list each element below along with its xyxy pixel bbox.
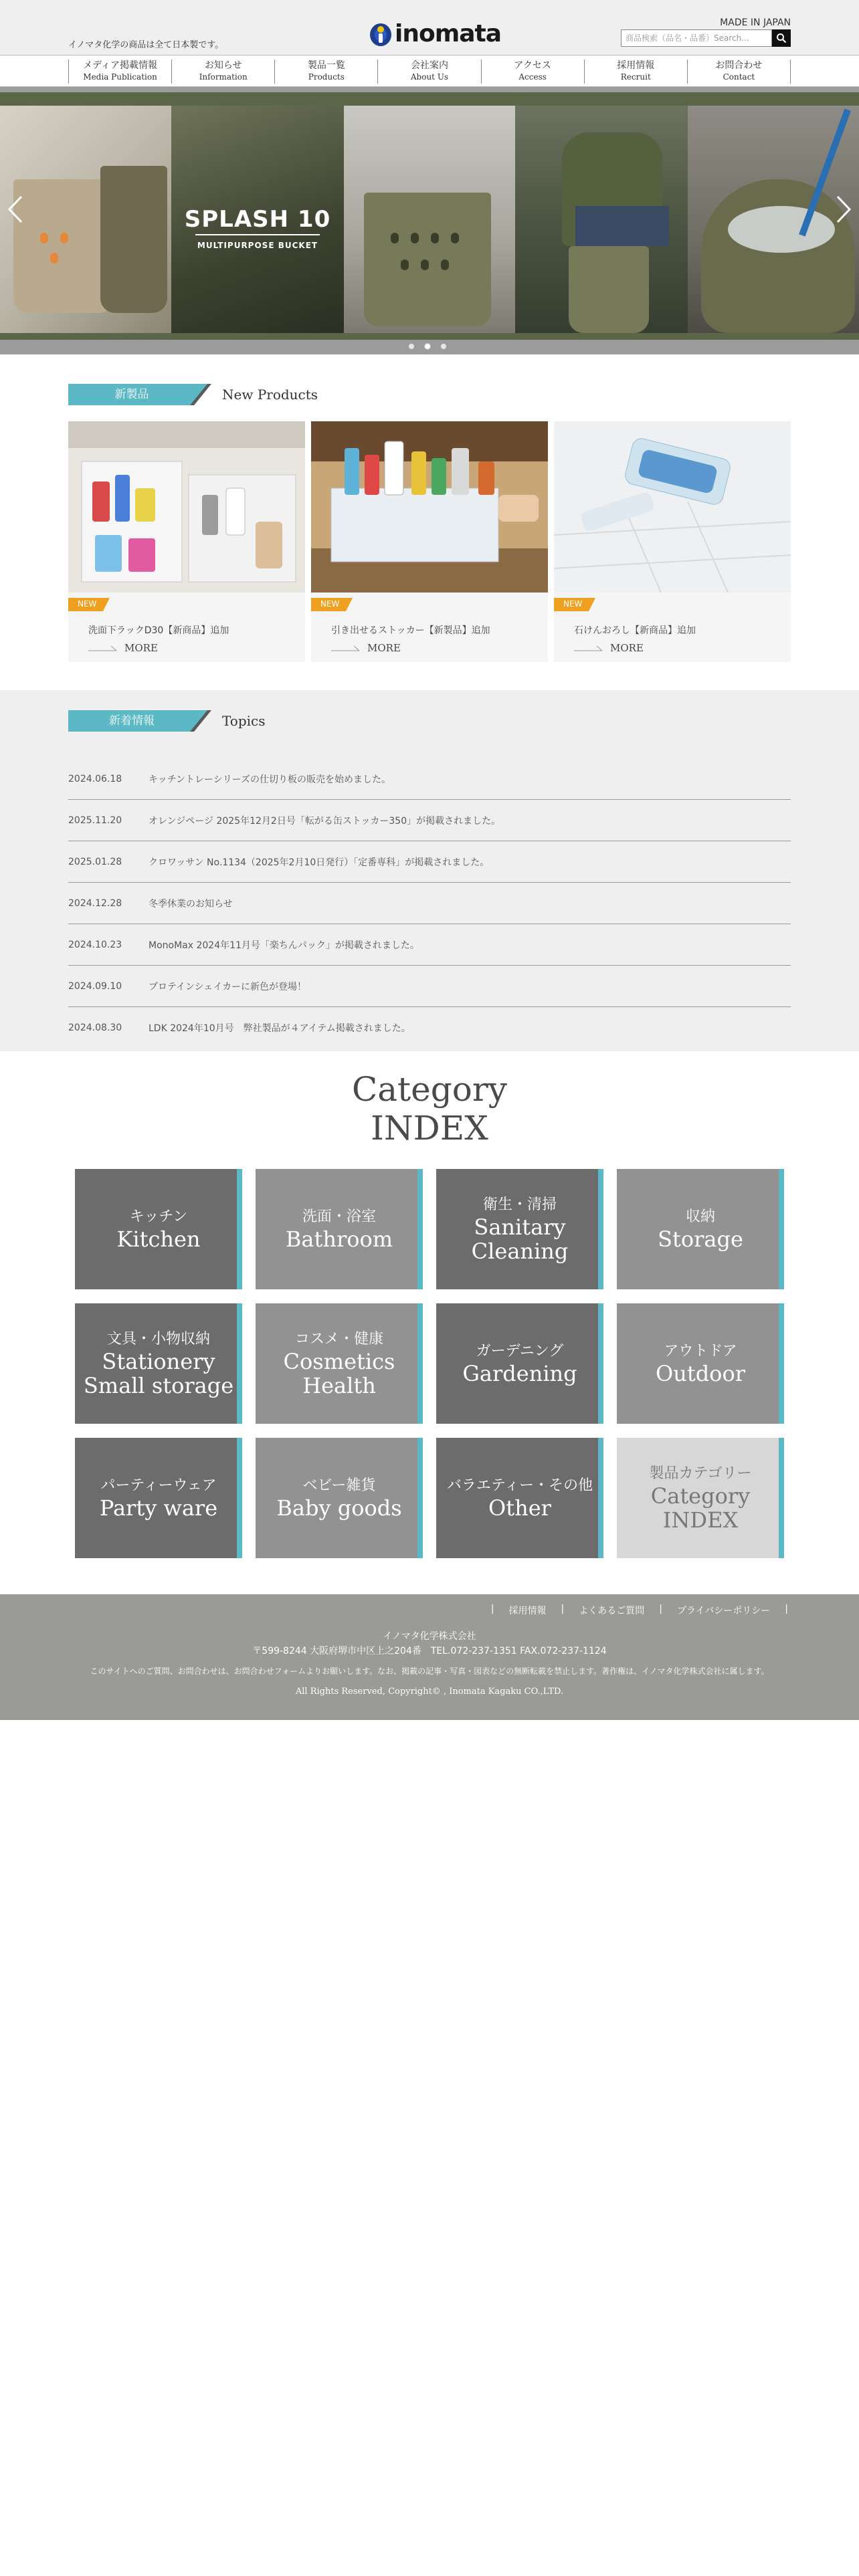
category-other[interactable] xyxy=(436,1438,603,1558)
footer-link-privacy[interactable]: プライバシーポリシー xyxy=(676,1606,771,1616)
site-footer xyxy=(0,1594,859,1720)
site-header xyxy=(0,0,859,55)
section-tag xyxy=(68,710,213,732)
category-label-jp: ガーデニング xyxy=(476,1343,564,1360)
topic-row[interactable] xyxy=(68,966,791,1007)
nav-item-about[interactable] xyxy=(378,60,481,84)
search-button[interactable] xyxy=(772,29,791,47)
category-label-jp: 文具・小物収納 xyxy=(106,1331,210,1348)
footer-copyright: All Rights Reserved, Copyright© , Inomata Kagaku CO.,LTD. xyxy=(295,1687,564,1697)
topic-text: プロテインシェイカーに新色が登場！ xyxy=(149,981,306,992)
logo-text: inomata xyxy=(395,19,502,47)
nav-label-jp: アクセス xyxy=(514,60,551,71)
footer-note: このサイトへのご質問、お問合わせは、お問合わせフォームよりお願いします。なお、掲載の記事・写真・図表などの無断転載を禁止します。著作権は、イノマタ化学株式会社に属します。 xyxy=(90,1667,769,1676)
category-label-jp: 収納 xyxy=(685,1208,715,1225)
category-label-jp: バラエティー・その他 xyxy=(446,1477,593,1494)
product-title: 洗面下ラックD30【新商品】追加 xyxy=(88,625,229,636)
product-card[interactable] xyxy=(311,421,548,662)
footer-company-name: イノマタ化学株式会社 xyxy=(383,1631,476,1642)
footer-link-faq[interactable]: よくあるご質問 xyxy=(579,1606,645,1616)
hero-dot-1[interactable] xyxy=(409,344,414,349)
footer-address: 〒599-8244 大阪府堺市中区上之204番 TEL.072-237-1351 FAX.072-237-1124 xyxy=(252,1646,607,1656)
category-label-en: Other xyxy=(488,1495,551,1521)
product-image-stocker xyxy=(311,421,548,593)
section-title-en: Topics xyxy=(222,713,266,729)
hero-prev-arrow[interactable] xyxy=(7,194,24,225)
nav-item-recruit[interactable] xyxy=(585,60,688,84)
topic-row[interactable] xyxy=(68,800,791,841)
topics-heading xyxy=(68,710,266,732)
category-sanitary[interactable] xyxy=(436,1169,603,1289)
search-input[interactable] xyxy=(621,29,772,47)
topic-date: 2024.08.30 xyxy=(68,1023,122,1033)
hero-slider xyxy=(0,87,859,354)
category-label-en: Sanitary xyxy=(474,1214,566,1240)
footer-links: | 採用情報 | よくあるご質問 | プライバシーポリシー | xyxy=(490,1604,788,1616)
category-label-en: Baby goods xyxy=(276,1495,402,1521)
site-logo[interactable] xyxy=(369,19,501,48)
category-kitchen[interactable] xyxy=(75,1169,242,1289)
nav-label-jp: 採用情報 xyxy=(617,60,655,71)
made-in-japan-label: MADE IN JAPAN xyxy=(720,17,791,28)
topic-list xyxy=(68,758,791,1049)
new-products-list xyxy=(68,421,791,662)
nav-label-en: Information xyxy=(199,72,248,82)
more-link[interactable] xyxy=(574,642,644,654)
category-label-en: Party ware xyxy=(99,1495,218,1521)
topic-row[interactable] xyxy=(68,924,791,966)
nav-label-en: Contact xyxy=(723,72,755,82)
hero-photo-outdoor-buckets xyxy=(0,106,171,333)
topic-text: オレンジページ 2025年12月2日号「転がる缶ストッカー350」が掲載されました。 xyxy=(149,815,501,827)
topic-date: 2024.10.23 xyxy=(68,939,122,950)
logo-mark-icon xyxy=(369,20,392,47)
category-baby-goods[interactable] xyxy=(256,1438,423,1558)
category-label-en: Stationery xyxy=(102,1349,215,1374)
product-title: 石けんおろし【新商品】追加 xyxy=(574,625,696,636)
more-label: MORE xyxy=(610,642,644,654)
chevron-left-icon xyxy=(7,194,24,225)
topics-section xyxy=(0,690,859,1051)
nav-label-en: Media Publication xyxy=(83,72,157,82)
nav-item-contact[interactable] xyxy=(688,60,791,84)
hero-photo-bucket-carry xyxy=(344,106,515,333)
section-tag-label: 新製品 xyxy=(114,388,149,401)
nav-item-products[interactable] xyxy=(275,60,378,84)
hero-photo-washing-bucket xyxy=(688,106,859,333)
topic-date: 2025.01.28 xyxy=(68,856,122,867)
category-storage[interactable] xyxy=(617,1169,784,1289)
topic-text: LDK 2024年10月号 弊社製品が４アイテム掲載されました。 xyxy=(149,1023,411,1034)
more-label: MORE xyxy=(367,642,401,654)
main-nav xyxy=(0,55,859,87)
category-cosmetics[interactable] xyxy=(256,1303,423,1424)
category-stationery[interactable] xyxy=(75,1303,242,1424)
topic-text: クロワッサン No.1134（2025年2月10日発行）「定番専科」が掲載されました。 xyxy=(149,857,490,868)
topic-text: 冬季休業のお知らせ xyxy=(149,898,233,909)
new-badge-label: NEW xyxy=(563,599,583,609)
hero-title-underline xyxy=(195,234,320,235)
topic-row[interactable] xyxy=(68,883,791,924)
category-label-en-2: INDEX xyxy=(662,1507,739,1533)
product-image-rack xyxy=(68,421,305,593)
nav-label-jp: お問合わせ xyxy=(715,60,763,71)
section-tag-label: 新着情報 xyxy=(109,714,155,728)
nav-item-access[interactable] xyxy=(482,60,585,84)
nav-label-en: Recruit xyxy=(620,72,651,82)
product-card[interactable] xyxy=(68,421,305,662)
category-label-jp: コスメ・健康 xyxy=(294,1331,383,1348)
category-label-en-2: Health xyxy=(302,1373,376,1398)
topic-text: キッチントレーシリーズの仕切り板の販売を始めました。 xyxy=(149,774,391,785)
header-tagline: イノマタ化学の商品は全て日本製です。 xyxy=(68,40,224,50)
more-link[interactable] xyxy=(88,642,158,654)
nav-label-jp: 会社案内 xyxy=(410,60,448,71)
category-title-line1: Category xyxy=(351,1070,507,1109)
hero-subtitle: MULTIPURPOSE BUCKET xyxy=(197,241,318,250)
topic-date: 2024.12.28 xyxy=(68,897,122,909)
topic-date: 2025.11.20 xyxy=(68,815,122,826)
category-grid xyxy=(75,1169,784,1558)
category-label-jp: 洗面・浴室 xyxy=(302,1208,376,1225)
more-label: MORE xyxy=(124,642,158,654)
category-label-jp: 衛生・清掃 xyxy=(482,1196,557,1213)
category-bathroom[interactable] xyxy=(256,1169,423,1289)
hero-photo-sitting-bucket xyxy=(515,106,688,333)
hero-title: SPLASH 10 xyxy=(184,206,331,233)
category-label-en: Outdoor xyxy=(655,1361,745,1386)
category-label-jp: ベビー雑貨 xyxy=(302,1477,376,1494)
category-label-jp: 製品カテゴリー xyxy=(649,1465,752,1482)
hero-dot-3[interactable] xyxy=(441,344,446,349)
nav-label-jp: メディア掲載情報 xyxy=(83,60,158,71)
nav-label-en: Access xyxy=(518,72,547,82)
hero-pagination xyxy=(409,344,446,349)
topic-date: 2024.06.18 xyxy=(68,773,122,784)
category-label-en-2: Cleaning xyxy=(471,1239,569,1264)
new-badge-label: NEW xyxy=(320,599,340,609)
long-arrow-right-icon xyxy=(88,645,118,651)
category-label-en: Gardening xyxy=(462,1361,577,1386)
topic-text: MonoMax 2024年11月号「楽ちんパック」が掲載されました。 xyxy=(149,940,419,951)
new-badge-label: NEW xyxy=(78,599,97,609)
category-outdoor[interactable] xyxy=(617,1303,784,1424)
topic-row[interactable] xyxy=(68,1007,791,1049)
section-title-en: New Products xyxy=(222,387,318,403)
category-label-en: Cosmetics xyxy=(283,1349,395,1374)
hero-band xyxy=(0,92,859,340)
topic-row[interactable] xyxy=(68,758,791,800)
chevron-right-icon xyxy=(835,194,852,225)
category-label-en: Bathroom xyxy=(285,1226,393,1252)
category-party-ware[interactable] xyxy=(75,1438,242,1558)
search-form xyxy=(621,29,791,47)
topic-date: 2024.09.10 xyxy=(68,980,122,992)
nav-label-jp: お知らせ xyxy=(204,60,242,71)
long-arrow-right-icon xyxy=(574,645,603,651)
category-gardening[interactable] xyxy=(436,1303,603,1424)
category-label-jp: キッチン xyxy=(129,1208,188,1225)
category-label-en: Kitchen xyxy=(116,1226,201,1252)
search-icon xyxy=(776,33,787,43)
category-label-en: Category xyxy=(650,1483,751,1509)
nav-label-en: Products xyxy=(308,72,345,82)
topic-row[interactable] xyxy=(68,841,791,883)
hero-next-arrow[interactable] xyxy=(835,194,852,225)
hero-dot-2[interactable] xyxy=(425,344,430,349)
category-index-title xyxy=(0,1070,859,1148)
category-title-line2: INDEX xyxy=(371,1109,488,1148)
product-image-soap-grater xyxy=(554,421,791,593)
nav-item-information[interactable] xyxy=(172,60,275,84)
product-card[interactable] xyxy=(554,421,791,662)
nav-label-jp: 製品一覧 xyxy=(307,60,345,71)
nav-item-media[interactable] xyxy=(69,60,172,84)
category-label-en: Storage xyxy=(658,1226,743,1252)
long-arrow-right-icon xyxy=(331,645,361,651)
hero-photo-title-panel xyxy=(171,106,344,333)
new-products-heading xyxy=(68,384,318,405)
category-index-all[interactable] xyxy=(617,1438,784,1558)
category-label-jp: パーティーウェア xyxy=(100,1477,217,1494)
section-tag xyxy=(68,384,213,405)
more-link[interactable] xyxy=(331,642,401,654)
footer-link-recruit[interactable]: 採用情報 xyxy=(508,1606,547,1616)
category-label-en-2: Small storage xyxy=(83,1373,234,1398)
product-title: 引き出せるストッカー【新製品】追加 xyxy=(331,625,490,636)
category-label-jp: アウトドア xyxy=(664,1343,737,1360)
nav-label-en: About Us xyxy=(410,72,449,82)
